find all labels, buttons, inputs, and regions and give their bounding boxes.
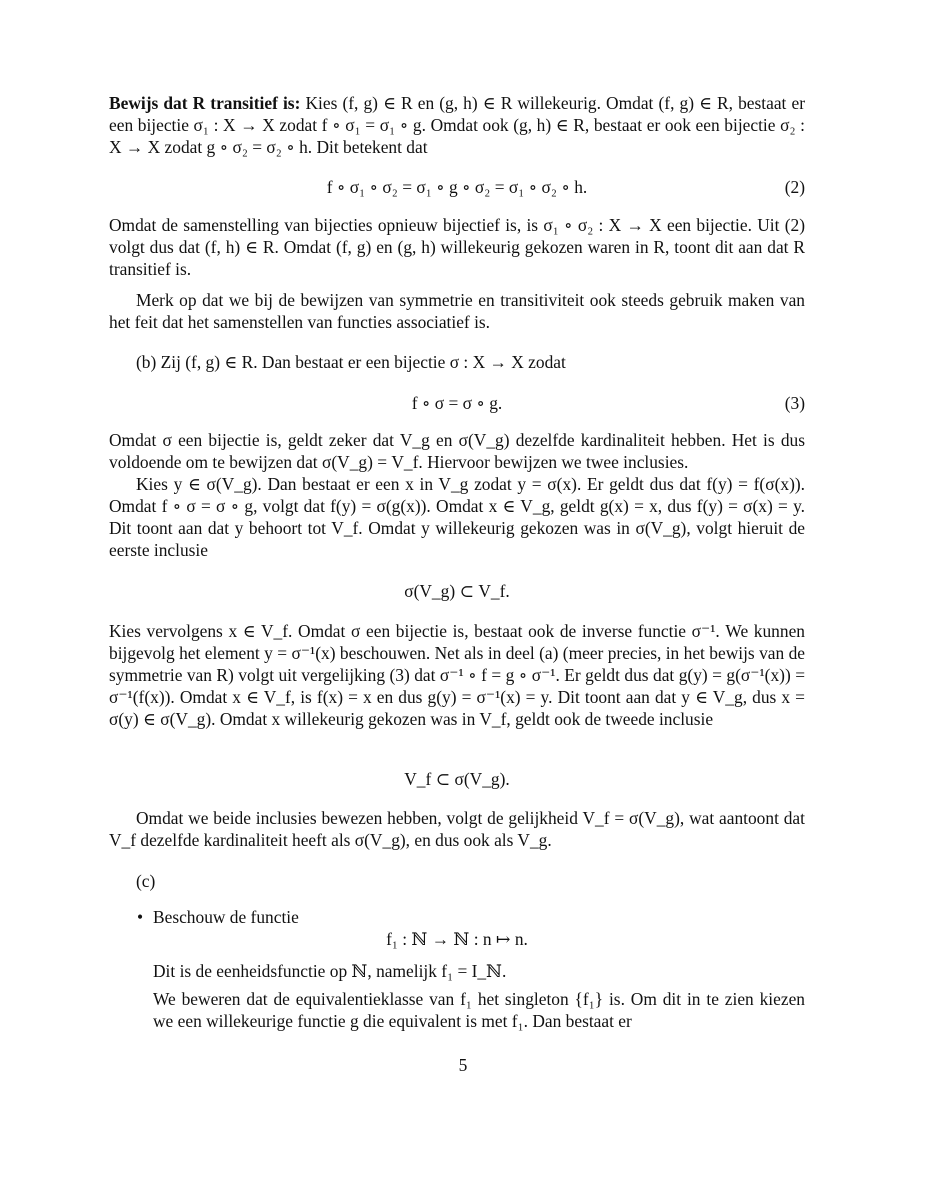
second-inclusion: V_f ⊂ σ(V_g). [404,769,510,789]
equation-2 [109,176,805,198]
equation-3-body: f ∘ σ = σ ∘ g. [411,393,503,413]
first-inclusion: σ(V_g) ⊂ V_f. [404,581,510,601]
transitive-conclusion: Omdat de samenstelling van bijecties opnieuw bijectief is, is σ₁ ∘ σ₂ : X → X een bijectie. Uit (2) volgt dus dat (f, h) ∈ R. Omdat (f, g) en (g, h) willekeurig gekozen waren in R, toont dit aan dat R transitief is. [109,215,805,279]
equation-2-body: f ∘ σ₁ ∘ σ₂ = σ₁ ∘ g ∘ σ₂ = σ₁ ∘ σ₂ ∘ h. [326,177,588,197]
part-b-intro: (b) Zij (f, g) ∈ R. Dan bestaat er een bijectie σ : X → X zodat [136,352,566,372]
bullet-icon: • [137,907,144,927]
transitive-heading: Bewijs dat R transitief is: [109,93,301,113]
transitive-paragraph [109,92,805,158]
equation-2-number: (2) [784,177,805,197]
associativity-remark: Merk op dat we bij de bewijzen van symmetrie en transitiviteit ook steeds gebruik maken van het feit dat het samenstellen van functies associatief is. [109,290,805,332]
part-b-paragraph-1: Omdat σ een bijectie is, geldt zeker dat V_g en σ(V_g) dezelfde kardinaliteit hebben. Het is dus voldoende om te bewijzen dat σ(V_g) = V_f. Hiervoor bewijzen we twee inclusies. [109,430,805,472]
part-b-paragraph-3: Kies vervolgens x ∈ V_f. Omdat σ een bijectie is, bestaat ook de inverse functie σ⁻¹. We kunnen bijgevolg het element y = σ⁻¹(x) beschouwen. Net als in deel (a) (meer precies, in het bewijs van de symmetrie van R) volgt uit vergelijking (3) dat σ⁻¹ ∘ f = g ∘ σ⁻¹. Er geldt dus dat g(y) = g(σ⁻¹(x)) = σ⁻¹(f(x)). Omdat x ∈ V_f, is f(x) = x en dus g(y) = σ⁻¹(x) = y. Dit toont aan dat y ∈ V_g, dus x = σ(y) ∈ σ(V_g). Omdat x willekeurig gekozen was in V_f, geldt ook de tweede inclusie [109,621,805,729]
part-b-paragraph-4: Omdat we beide inclusies bewezen hebben, volgt de gelijkheid V_f = σ(V_g), wat aantoont dat V_f dezelfde kardinaliteit heeft als σ(V_g), en dus ook als V_g. [109,808,805,850]
transitive-text: Kies (f, g) ∈ R en (g, h) ∈ R willekeurig. Omdat (f, g) ∈ R, bestaat er een bijectie σ₁ : X → X zodat f ∘ σ₁ = σ₁ ∘ g. Omdat ook (g, h) ∈ R, bestaat er ook een bijectie σ₂ : X → X zodat g ∘ σ₂ = σ₂ ∘ h. Dit betekent dat [109,93,805,157]
identity-sentence: Dit is de eenheidsfunctie op ℕ, namelijk f₁ = I_ℕ. [153,961,507,981]
singleton-claim: We beweren dat de equivalentieklasse van f₁ het singleton {f₁} is. Om dit in te zien kiezen we een willekeurige functie g die equivalent is met f₁. Dan bestaat er [153,989,805,1031]
equation-f1: f₁ : ℕ → ℕ : n ↦ n. [386,929,528,949]
part-c-label: (c) [136,871,156,891]
page-number: 5 [458,1055,468,1075]
bullet-1-text: Beschouw de functie [153,907,299,927]
equation-3 [109,392,805,414]
equation-3-number: (3) [784,393,805,413]
part-b-paragraph-2: Kies y ∈ σ(V_g). Dan bestaat er een x in V_g zodat y = σ(x). Er geldt dus dat f(y) = f(σ(x)). Omdat f ∘ σ = σ ∘ g, volgt dat f(y) = σ(g(x)). Omdat x ∈ V_g, geldt g(x) = x, dus f(y) = σ(x) = y. Dit toont aan dat y behoort tot V_f. Omdat y willekeurig gekozen was in σ(V_g), volgt hieruit de eerste inclusie [109,474,805,560]
